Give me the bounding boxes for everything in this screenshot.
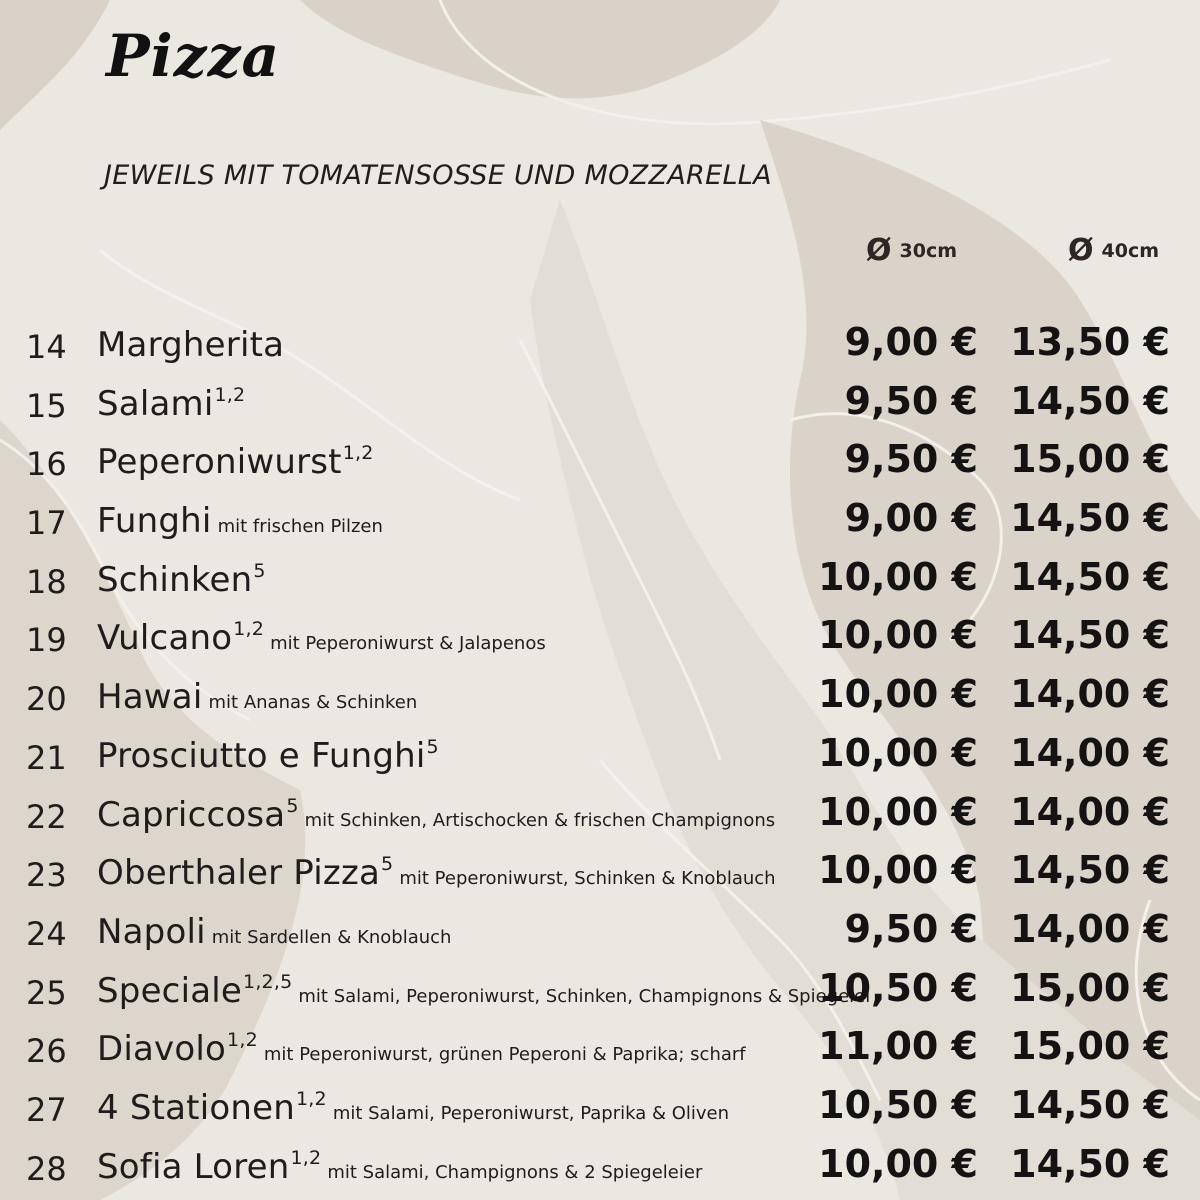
diameter-icon: Ø bbox=[866, 233, 892, 268]
item-dish bbox=[97, 677, 417, 717]
item-description: mit Salami, Champignons & 2 Spiegeleier bbox=[327, 1161, 703, 1183]
allergen-note: 1,2 bbox=[214, 383, 246, 406]
item-description: mit Peperoniwurst & Jalapenos bbox=[270, 633, 546, 655]
menu-item bbox=[0, 318, 1200, 377]
page-title: Pizza bbox=[106, 22, 281, 90]
price-30cm: 11,00 € bbox=[818, 1024, 978, 1069]
item-description: mit Peperoniwurst, grünen Peperoni & Paprika; scharf bbox=[263, 1044, 746, 1066]
menu-item bbox=[0, 1140, 1200, 1199]
price-30cm: 10,00 € bbox=[818, 789, 978, 834]
price-30cm: 9,50 € bbox=[844, 378, 978, 423]
item-number: 28 bbox=[26, 1149, 67, 1188]
item-name: Sofia Loren bbox=[97, 1146, 290, 1187]
item-dish bbox=[97, 442, 374, 482]
item-number: 15 bbox=[26, 386, 67, 425]
price-30cm: 9,00 € bbox=[844, 320, 978, 364]
allergen-note: 5 bbox=[253, 559, 266, 582]
item-dish bbox=[97, 736, 439, 776]
menu-item bbox=[0, 905, 1200, 964]
item-name: Vulcano bbox=[97, 618, 233, 659]
menu-item bbox=[0, 846, 1200, 905]
price-40cm: 14,00 € bbox=[1010, 789, 1170, 834]
item-dish bbox=[97, 618, 546, 658]
item-number: 25 bbox=[26, 973, 67, 1012]
allergen-note: 1,2 bbox=[342, 442, 374, 465]
item-number: 20 bbox=[26, 680, 67, 719]
item-dish bbox=[97, 1147, 702, 1187]
menu-item bbox=[0, 670, 1200, 729]
item-name: Salami bbox=[97, 383, 214, 424]
price-30cm: 9,50 € bbox=[844, 906, 978, 951]
item-name: Margherita bbox=[97, 325, 285, 365]
item-name: Hawai bbox=[97, 677, 203, 718]
item-dish bbox=[97, 501, 383, 541]
price-40cm: 13,50 € bbox=[1010, 320, 1170, 364]
allergen-note: 5 bbox=[286, 794, 299, 817]
size-label: 40cm bbox=[1101, 240, 1160, 262]
allergen-note: 1,2 bbox=[227, 1029, 258, 1052]
menu-item bbox=[0, 788, 1200, 847]
item-number: 27 bbox=[26, 1090, 67, 1129]
menu-item bbox=[0, 377, 1200, 436]
price-30cm: 10,50 € bbox=[818, 1082, 978, 1127]
allergen-note: 5 bbox=[381, 853, 394, 876]
item-description: mit frischen Pilzen bbox=[217, 516, 383, 538]
menu-item bbox=[0, 435, 1200, 494]
item-dish bbox=[97, 912, 451, 952]
price-30cm: 10,50 € bbox=[818, 965, 978, 1010]
size-label: 30cm bbox=[899, 240, 958, 262]
price-40cm: 14,50 € bbox=[1010, 1141, 1170, 1186]
price-30cm: 9,50 € bbox=[844, 437, 978, 482]
menu-item bbox=[0, 729, 1200, 788]
price-30cm: 10,00 € bbox=[818, 730, 978, 775]
pizza-menu-list bbox=[0, 318, 1200, 1198]
price-30cm: 10,00 € bbox=[818, 848, 978, 893]
price-30cm: 10,00 € bbox=[818, 554, 978, 599]
item-description: mit Salami, Peperoniwurst, Paprika & Oliven bbox=[332, 1102, 730, 1124]
item-dish bbox=[97, 971, 870, 1011]
price-40cm: 14,50 € bbox=[1010, 496, 1170, 541]
size-header-30cm bbox=[866, 233, 958, 268]
menu-item bbox=[0, 553, 1200, 612]
size-header-40cm bbox=[1068, 233, 1160, 268]
item-dish bbox=[97, 560, 266, 600]
allergen-note: 1,2,5 bbox=[243, 970, 293, 993]
item-description: mit Ananas & Schinken bbox=[208, 692, 418, 714]
price-40cm: 15,00 € bbox=[1010, 965, 1170, 1010]
price-40cm: 14,50 € bbox=[1010, 1082, 1170, 1127]
item-number: 24 bbox=[26, 914, 67, 953]
item-dish bbox=[97, 853, 776, 893]
allergen-note: 5 bbox=[426, 735, 439, 758]
item-dish bbox=[97, 795, 775, 835]
item-dish bbox=[97, 1029, 746, 1069]
price-40cm: 14,00 € bbox=[1010, 672, 1170, 717]
item-number: 14 bbox=[26, 328, 67, 366]
item-name: Prosciutto e Funghi bbox=[97, 735, 426, 776]
item-number: 17 bbox=[26, 504, 67, 543]
diameter-icon: Ø bbox=[1068, 233, 1094, 268]
item-name: Funghi bbox=[97, 501, 212, 542]
item-number: 21 bbox=[26, 738, 67, 777]
item-number: 22 bbox=[26, 797, 67, 836]
price-40cm: 14,50 € bbox=[1010, 613, 1170, 658]
item-name: Diavolo bbox=[97, 1029, 227, 1070]
price-40cm: 14,00 € bbox=[1010, 906, 1170, 951]
item-dish bbox=[97, 1088, 729, 1128]
allergen-note: 1,2 bbox=[290, 1146, 322, 1169]
item-dish bbox=[97, 325, 284, 365]
price-30cm: 10,00 € bbox=[818, 672, 978, 717]
allergen-note: 1,2 bbox=[295, 1087, 327, 1110]
item-description: mit Sardellen & Knoblauch bbox=[211, 926, 452, 948]
menu-item bbox=[0, 1081, 1200, 1140]
item-name: Capriccosa bbox=[97, 794, 286, 835]
item-number: 19 bbox=[26, 621, 67, 660]
item-name: 4 Stationen bbox=[97, 1087, 295, 1128]
price-40cm: 14,00 € bbox=[1010, 730, 1170, 775]
item-name: Oberthaler Pizza bbox=[97, 853, 381, 894]
price-30cm: 10,00 € bbox=[818, 1141, 978, 1186]
item-number: 23 bbox=[26, 856, 67, 895]
item-name: Speciale bbox=[97, 970, 243, 1011]
menu-item bbox=[0, 964, 1200, 1023]
item-number: 16 bbox=[26, 445, 67, 484]
page-subtitle: JEWEILS MIT TOMATENSOSSE UND MOZZARELLA bbox=[104, 160, 772, 191]
item-number: 26 bbox=[26, 1032, 67, 1071]
item-description: mit Peperoniwurst, Schinken & Knoblauch bbox=[399, 868, 776, 890]
price-30cm: 9,00 € bbox=[844, 496, 978, 541]
item-name: Peperoniwurst bbox=[97, 442, 342, 483]
menu-item bbox=[0, 494, 1200, 553]
price-40cm: 15,00 € bbox=[1010, 437, 1170, 482]
item-dish bbox=[97, 384, 245, 424]
item-name: Schinken bbox=[97, 559, 253, 600]
price-40cm: 14,50 € bbox=[1010, 848, 1170, 893]
item-name: Napoli bbox=[97, 911, 206, 952]
price-40cm: 14,50 € bbox=[1010, 554, 1170, 599]
menu-item bbox=[0, 611, 1200, 670]
price-40cm: 15,00 € bbox=[1010, 1024, 1170, 1069]
price-40cm: 14,50 € bbox=[1010, 378, 1170, 423]
allergen-note: 1,2 bbox=[233, 618, 265, 641]
item-number: 18 bbox=[26, 562, 67, 601]
menu-item bbox=[0, 1022, 1200, 1081]
item-description: mit Salami, Peperoniwurst, Schinken, Champignons & Spiegelei bbox=[298, 985, 871, 1007]
item-description: mit Schinken, Artischocken & frischen Champignons bbox=[304, 809, 776, 831]
price-30cm: 10,00 € bbox=[818, 613, 978, 658]
